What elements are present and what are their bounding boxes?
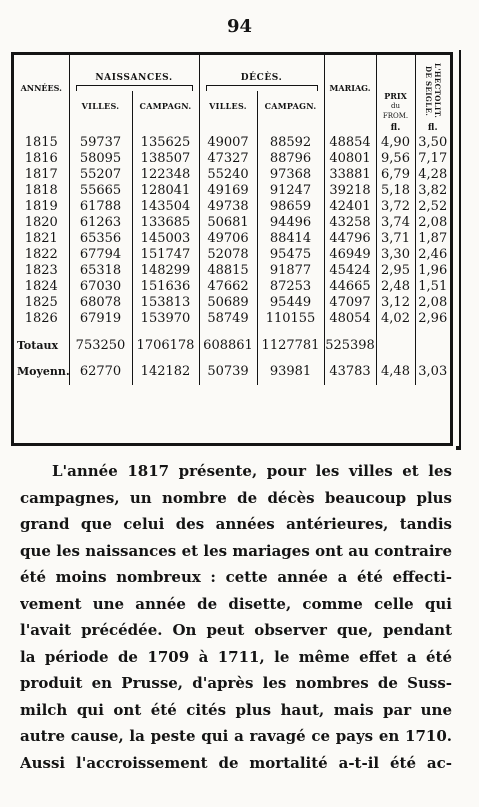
cell-naiss-campagn: 133685 [132, 215, 199, 231]
cell-naiss-campagn: 153970 [132, 311, 199, 327]
cell-prix-seigle: 2,46 [418, 247, 448, 262]
table-row [14, 263, 450, 279]
cell-mariages: 40801 [324, 151, 376, 167]
cell-naiss-campagn: 151636 [132, 279, 199, 295]
paragraph-line: milch qui ont été cités plus haut, mais par une [20, 700, 452, 719]
cell-deces-campagn: 95449 [257, 295, 324, 311]
mean-cell: 62770 [69, 357, 132, 385]
cell-prix-seigle: 2,08 [418, 295, 448, 310]
cell-prix-seigle: 4,28 [418, 167, 448, 182]
cell-year: 1819 [14, 199, 69, 215]
paragraph-line: été moins nombreux : cette année a été effecti- [20, 568, 452, 586]
cell-deces-campagn: 98659 [257, 199, 324, 215]
cell-prix-froment: 4,90 [376, 135, 415, 151]
frame-outer-rule [459, 50, 461, 450]
mean-cell: 3,03 [418, 363, 448, 379]
paragraph-line: la période de 1709 à 1711, le même effet a été [20, 647, 452, 666]
cell-prix-seigle: 2,96 [418, 311, 448, 326]
header-annees: ANNÉES. [14, 55, 69, 121]
header-naissances [69, 55, 199, 91]
cell-naiss-campagn: 151747 [132, 247, 199, 263]
cell-year: 1817 [14, 167, 69, 183]
cell-naiss-villes: 67919 [69, 311, 132, 327]
cell-mariages: 47097 [324, 295, 376, 311]
totals-cell: 1127781 [257, 333, 324, 357]
cell-year: 1825 [14, 295, 69, 311]
cell-deces-villes: 50689 [199, 295, 257, 311]
header-naissances-label: NAISSANCES. [95, 73, 173, 83]
header-prix-line2: du [391, 102, 401, 110]
table-row [14, 295, 450, 311]
table-row [14, 135, 450, 151]
cell-prix-froment: 6,79 [376, 167, 415, 183]
header-mariag: MARIAG. [324, 55, 376, 121]
cell-prix-froment: 3,74 [376, 215, 415, 231]
paragraph-line: campagnes, un nombre de décès beaucoup plus [20, 488, 452, 507]
cell-prix-seigle: 1,51 [418, 279, 448, 294]
totals-cell [415, 333, 450, 357]
cell-naiss-campagn: 153813 [132, 295, 199, 311]
cell-mariages: 39218 [324, 183, 376, 199]
cell-mariages: 43258 [324, 215, 376, 231]
cell-prix-seigle: 1,87 [418, 231, 448, 246]
cell-prix-seigle: 3,50 [418, 135, 448, 150]
mean-label: Moyenn. [14, 357, 69, 385]
paragraph-line: L'année 1817 présente, pour les villes et les [52, 462, 452, 480]
cell-naiss-villes: 67794 [69, 247, 132, 263]
cell-mariages: 48854 [324, 135, 376, 151]
cell-naiss-campagn: 135625 [132, 135, 199, 151]
totals-cell: 525398 [324, 333, 376, 357]
unit-seigle: fl. [427, 123, 438, 133]
mean-cell: 4,48 [376, 357, 415, 385]
cell-year: 1818 [14, 183, 69, 199]
cell-deces-campagn: 110155 [257, 311, 324, 327]
cell-deces-villes: 52078 [199, 247, 257, 263]
cell-prix-froment: 2,48 [376, 279, 415, 295]
mean-cell: 142182 [132, 357, 199, 385]
frame-corner-rule [456, 446, 461, 450]
cell-deces-villes: 58749 [199, 311, 257, 327]
header-bracket [206, 85, 318, 91]
cell-mariages: 42401 [324, 199, 376, 215]
header-hectolit-cell [415, 55, 450, 121]
body-paragraph [20, 458, 452, 776]
cell-year: 1823 [14, 263, 69, 279]
cell-naiss-villes: 61263 [69, 215, 132, 231]
table-row [14, 151, 450, 167]
cell-mariages: 33881 [324, 167, 376, 183]
header-deces [199, 55, 324, 91]
cell-prix-froment: 2,95 [376, 263, 415, 279]
cell-prix-froment: 3,12 [376, 295, 415, 311]
paragraph-line: vement une année de disette, comme celle qui [20, 594, 452, 613]
cell-deces-villes: 47327 [199, 151, 257, 167]
cell-deces-villes: 49169 [199, 183, 257, 199]
cell-prix-seigle: 7,17 [418, 151, 448, 166]
totals-cell [376, 333, 415, 357]
header-hectolit: L'HECTOLIT. DE SEIGLE. [423, 63, 442, 119]
totals-row [14, 333, 450, 357]
cell-year: 1821 [14, 231, 69, 247]
cell-mariages: 45424 [324, 263, 376, 279]
cell-naiss-villes: 61788 [69, 199, 132, 215]
cell-naiss-villes: 68078 [69, 295, 132, 311]
cell-naiss-villes: 65318 [69, 263, 132, 279]
cell-naiss-villes: 55207 [69, 167, 132, 183]
cell-deces-campagn: 94496 [257, 215, 324, 231]
cell-naiss-campagn: 138507 [132, 151, 199, 167]
cell-deces-villes: 49007 [199, 135, 257, 151]
cell-naiss-villes: 55665 [69, 183, 132, 199]
header-naiss-campagn: CAMPAGN. [132, 91, 199, 121]
cell-year: 1824 [14, 279, 69, 295]
cell-mariages: 46949 [324, 247, 376, 263]
page-number: 94 [226, 16, 253, 37]
table-row [14, 199, 450, 215]
paragraph-line: que les naissances et les mariages ont au contraire [20, 541, 452, 560]
paragraph-line: grand que celui des années antérieures, tandis [20, 515, 452, 533]
header-deces-villes: VILLES. [199, 91, 257, 121]
cell-year: 1820 [14, 215, 69, 231]
cell-prix-seigle: 2,52 [418, 199, 448, 214]
totals-cell: 753250 [69, 333, 132, 357]
cell-deces-villes: 48815 [199, 263, 257, 279]
cell-year: 1826 [14, 311, 69, 327]
cell-prix-froment: 4,02 [376, 311, 415, 327]
mean-row [14, 357, 450, 385]
header-deces-campagn: CAMPAGN. [257, 91, 324, 121]
cell-naiss-campagn: 122348 [132, 167, 199, 183]
cell-naiss-campagn: 145003 [132, 231, 199, 247]
cell-deces-villes: 49706 [199, 231, 257, 247]
cell-naiss-villes: 58095 [69, 151, 132, 167]
header-naiss-villes: VILLES. [69, 91, 132, 121]
cell-deces-campagn: 95475 [257, 247, 324, 263]
cell-naiss-campagn: 143504 [132, 199, 199, 215]
cell-prix-seigle: 2,08 [418, 215, 448, 230]
cell-prix-froment: 5,18 [376, 183, 415, 199]
paragraph-line: produit en Prusse, d'après les nombres de Suss- [20, 674, 452, 692]
mean-cell: 50739 [199, 357, 257, 385]
cell-naiss-villes: 67030 [69, 279, 132, 295]
paragraph-line: autre cause, la peste qui a ravagé ce pays en 1710. [20, 727, 452, 745]
totals-cell: 1706178 [132, 333, 199, 357]
cell-year: 1816 [14, 151, 69, 167]
table-row [14, 215, 450, 231]
unit-prix: fl. [376, 121, 415, 135]
cell-deces-villes: 50681 [199, 215, 257, 231]
cell-prix-froment: 3,30 [376, 247, 415, 263]
cell-deces-villes: 47662 [199, 279, 257, 295]
table-row [14, 231, 450, 247]
table-row [14, 279, 450, 295]
header-bracket [76, 85, 193, 91]
statistics-table-frame [11, 52, 453, 446]
header-prix-line1: PRIX [384, 91, 407, 101]
header-deces-label: DÉCÈS. [240, 73, 283, 83]
cell-deces-campagn: 91877 [257, 263, 324, 279]
table-row [14, 167, 450, 183]
cell-naiss-villes: 59737 [69, 135, 132, 151]
cell-year: 1822 [14, 247, 69, 263]
totals-label: Totaux [14, 333, 69, 357]
cell-naiss-campagn: 148299 [132, 263, 199, 279]
cell-mariages: 44665 [324, 279, 376, 295]
cell-mariages: 48054 [324, 311, 376, 327]
paragraph-line: l'avait précédée. On peut observer que, pendant [20, 621, 452, 639]
cell-deces-campagn: 91247 [257, 183, 324, 199]
cell-deces-villes: 55240 [199, 167, 257, 183]
cell-naiss-villes: 65356 [69, 231, 132, 247]
paragraph-line: Aussi l'accroissement de mortalité a-t-il été ac- [20, 753, 452, 772]
statistics-table [14, 55, 450, 385]
cell-year: 1815 [14, 135, 69, 151]
cell-deces-campagn: 87253 [257, 279, 324, 295]
cell-deces-campagn: 88414 [257, 231, 324, 247]
table-row [14, 311, 450, 327]
table-row [14, 183, 450, 199]
cell-prix-froment: 3,72 [376, 199, 415, 215]
mean-cell: 43783 [324, 357, 376, 385]
cell-prix-froment: 9,56 [376, 151, 415, 167]
cell-naiss-campagn: 128041 [132, 183, 199, 199]
cell-mariages: 44796 [324, 231, 376, 247]
totals-cell: 608861 [199, 333, 257, 357]
mean-cell: 93981 [257, 357, 324, 385]
cell-deces-campagn: 88796 [257, 151, 324, 167]
unit-row [14, 121, 450, 135]
table-row [14, 247, 450, 263]
cell-prix-froment: 3,71 [376, 231, 415, 247]
header-prix-line3: FROM. [382, 112, 409, 120]
cell-prix-seigle: 1,96 [418, 263, 448, 278]
cell-deces-villes: 49738 [199, 199, 257, 215]
cell-prix-seigle: 3,82 [418, 183, 448, 198]
cell-deces-campagn: 88592 [257, 135, 324, 151]
cell-deces-campagn: 97368 [257, 167, 324, 183]
header-prix [376, 55, 415, 121]
